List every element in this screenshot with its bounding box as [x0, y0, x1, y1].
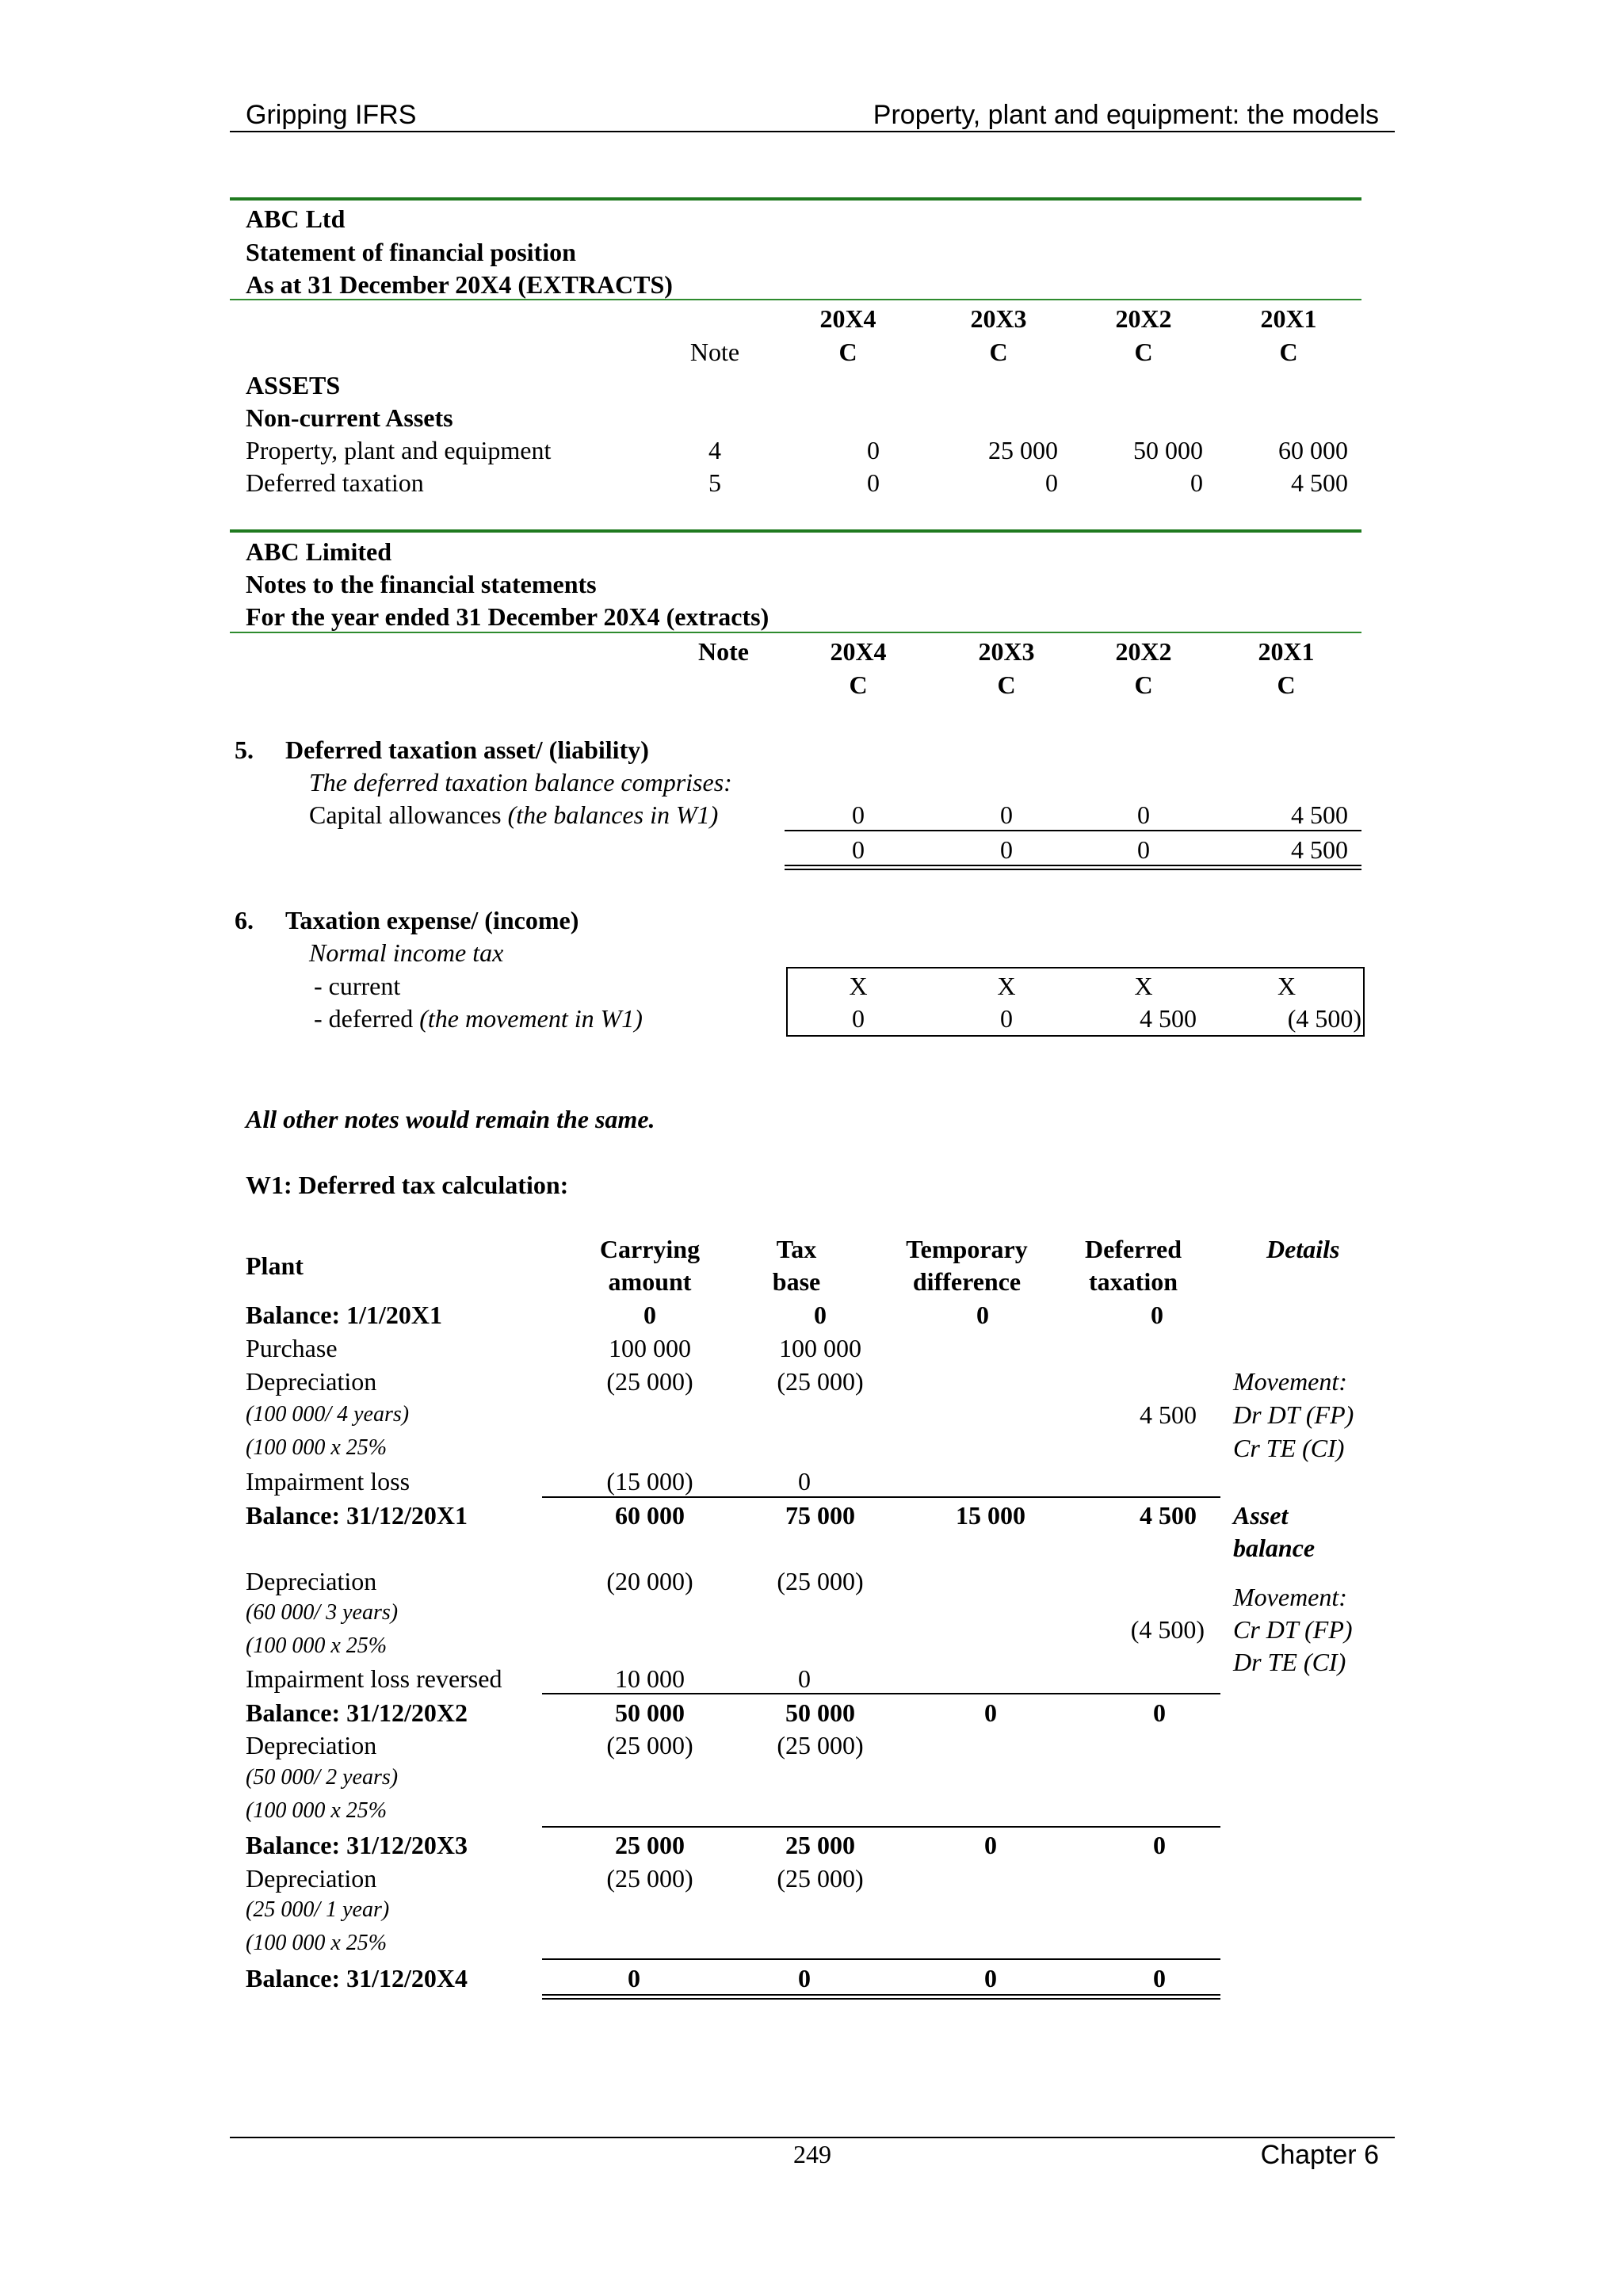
w1-dep4b-label: (100 000 x 25% — [246, 1931, 388, 1955]
w1-bal0-tb: 0 — [814, 1301, 827, 1329]
w1-dep1-label: Depreciation — [246, 1367, 377, 1396]
sofp-top-rule — [230, 197, 1361, 201]
w1-imp-tb: 0 — [798, 1467, 811, 1496]
w1-dep1-ca: (25 000) — [606, 1367, 693, 1396]
sofp-ppe-20x1: 60 000 — [1278, 436, 1348, 464]
w1-dep3-label: Depreciation — [246, 1731, 377, 1759]
w1-rev-label: Impairment loss reversed — [246, 1664, 502, 1693]
w1-final-rule-2 — [542, 1998, 1220, 2000]
w1-header-deferred-2: taxation — [1089, 1267, 1178, 1296]
w1-dep2-label: Depreciation — [246, 1567, 377, 1595]
sofp-ppe-20x3: 25 000 — [988, 436, 1058, 464]
w1-rev-tb: 0 — [798, 1664, 811, 1693]
w1-header-temporary-1: Temporary — [906, 1235, 1028, 1263]
w1-bal3-ca: 25 000 — [615, 1831, 685, 1859]
note6-deferred-label: - deferred (the movement in W1) — [314, 1004, 643, 1033]
w1-title: W1: Deferred tax calculation: — [246, 1171, 569, 1199]
notes-currency-1: C — [849, 670, 868, 699]
w1-imp-ca: (15 000) — [606, 1467, 693, 1496]
note6-current-label: - current — [314, 972, 401, 1000]
note5-total-20x1: 4 500 — [1291, 835, 1348, 864]
w1-bal3-rule — [542, 1826, 1220, 1828]
w1-bal4-ca: 0 — [628, 1964, 640, 1992]
w1-bal4-tb: 0 — [798, 1964, 811, 1992]
sofp-noncurrent-heading: Non-current Assets — [246, 403, 453, 432]
w1-bal4-dt: 0 — [1153, 1964, 1166, 1992]
note5-total-rule-2 — [785, 869, 1361, 870]
w1-bal3-tb: 25 000 — [785, 1831, 855, 1859]
header-left: Gripping IFRS — [246, 100, 417, 130]
w1-dep2a-label: (60 000/ 3 years) — [246, 1600, 399, 1625]
note5-ca-20x4: 0 — [852, 800, 865, 829]
note5-ca-20x3: 0 — [1000, 800, 1013, 829]
note5-total-20x4: 0 — [852, 835, 865, 864]
note5-title: Deferred taxation asset/ (liability) — [285, 735, 649, 764]
sofp-ppe-note: 4 — [708, 436, 721, 464]
w1-header-deferred-1: Deferred — [1085, 1235, 1182, 1263]
w1-dep2b-dt: (4 500) — [1130, 1615, 1205, 1644]
note6-title: Taxation expense/ (income) — [285, 906, 579, 934]
notes-currency-4: C — [1277, 670, 1296, 699]
sofp-dt-20x2: 0 — [1190, 468, 1203, 497]
w1-dep2a-detail: Movement: — [1233, 1583, 1347, 1611]
notes-year-2: 20X3 — [978, 637, 1035, 666]
w1-rev-ca: 10 000 — [615, 1664, 685, 1693]
w1-bal0-label: Balance: 1/1/20X1 — [246, 1301, 442, 1329]
sofp-currency-3: C — [1134, 338, 1153, 366]
note5-total-20x3: 0 — [1000, 835, 1013, 864]
w1-dep2b-detail: Cr DT (FP) — [1233, 1615, 1353, 1644]
w1-header-carrying-1: Carrying — [599, 1235, 701, 1263]
w1-dep1a-dt: 4 500 — [1140, 1400, 1197, 1429]
sofp-dt-20x1: 4 500 — [1291, 468, 1348, 497]
header-rule — [230, 131, 1395, 132]
w1-dep2-ca: (20 000) — [606, 1567, 693, 1595]
w1-bal1-ca: 60 000 — [615, 1501, 685, 1530]
w1-dep1-tb: (25 000) — [777, 1367, 864, 1396]
w1-header-tax-1: Tax — [776, 1235, 817, 1263]
note5-subtotal-rule — [785, 830, 1361, 831]
w1-dep3a-label: (50 000/ 2 years) — [246, 1765, 399, 1790]
notes-title-company: ABC Limited — [246, 537, 391, 566]
sofp-ppe-label: Property, plant and equipment — [246, 436, 552, 464]
w1-bal2-label: Balance: 31/12/20X2 — [246, 1698, 468, 1727]
w1-bal1-label: Balance: 31/12/20X1 — [246, 1501, 468, 1530]
w1-imp-label: Impairment loss — [246, 1467, 411, 1496]
w1-bal1-tb: 75 000 — [785, 1501, 855, 1530]
sofp-title-company: ABC Ltd — [246, 204, 346, 233]
w1-dep3b-label: (100 000 x 25% — [246, 1798, 388, 1823]
sofp-ppe-20x2: 50 000 — [1133, 436, 1203, 464]
header-right: Property, plant and equipment: the models — [873, 100, 1379, 130]
sofp-currency-4: C — [1279, 338, 1298, 366]
note5-capital-allowances: Capital allowances (the balances in W1) — [309, 800, 719, 829]
notes-top-rule — [230, 529, 1361, 533]
sofp-year-4: 20X1 — [1260, 304, 1317, 333]
note6-current-20x2: X — [1134, 972, 1153, 1000]
w1-dep1a-label: (100 000/ 4 years) — [246, 1402, 410, 1427]
note6-deferred-20x1: (4 500) — [1287, 1004, 1361, 1033]
w1-bal0-ca: 0 — [643, 1301, 656, 1329]
note6-deferred-20x3: 0 — [1000, 1004, 1013, 1033]
w1-header-plant: Plant — [246, 1251, 304, 1280]
w1-dep1-detail: Movement: — [1233, 1367, 1347, 1396]
notes-note-header: Note — [698, 637, 749, 666]
w1-bal3-td: 0 — [984, 1831, 997, 1859]
page-number: 249 — [793, 2140, 831, 2168]
note6-number: 6. — [235, 906, 254, 934]
w1-bal2-dt: 0 — [1153, 1698, 1166, 1727]
sofp-dt-20x3: 0 — [1045, 468, 1058, 497]
w1-dep4-ca: (25 000) — [606, 1864, 693, 1893]
sofp-year-3: 20X2 — [1115, 304, 1172, 333]
notes-year-3: 20X2 — [1115, 637, 1172, 666]
w1-purchase-tb: 100 000 — [779, 1334, 861, 1362]
sofp-header-rule — [230, 299, 1361, 300]
footer-chapter: Chapter 6 — [1260, 2140, 1379, 2170]
w1-dep1b-detail: Cr TE (CI) — [1233, 1434, 1345, 1462]
sofp-title-statement: Statement of financial position — [246, 238, 576, 266]
note5-total-20x2: 0 — [1137, 835, 1150, 864]
w1-bal1-detail-1: Asset — [1233, 1501, 1289, 1530]
w1-dep3-tb: (25 000) — [777, 1731, 864, 1759]
w1-bal3-label: Balance: 31/12/20X3 — [246, 1831, 468, 1859]
note6-current-20x4: X — [849, 972, 868, 1000]
note6-subtitle: Normal income tax — [309, 938, 504, 967]
w1-rev-detail: Dr TE (CI) — [1233, 1648, 1346, 1676]
w1-dep4a-label: (25 000/ 1 year) — [246, 1897, 390, 1922]
sofp-ppe-20x4: 0 — [867, 436, 880, 464]
w1-bal4-td: 0 — [984, 1964, 997, 1992]
w1-purchase-ca: 100 000 — [609, 1334, 691, 1362]
w1-dep2b-label: (100 000 x 25% — [246, 1633, 388, 1658]
notes-year-4: 20X1 — [1258, 637, 1315, 666]
sofp-dt-20x4: 0 — [867, 468, 880, 497]
note5-number: 5. — [235, 735, 254, 764]
note6-deferred-20x2: 4 500 — [1140, 1004, 1197, 1033]
w1-dep1a-detail: Dr DT (FP) — [1233, 1400, 1354, 1429]
w1-bal0-td: 0 — [976, 1301, 989, 1329]
w1-bal2-td: 0 — [984, 1698, 997, 1727]
sofp-dt-note: 5 — [708, 468, 721, 497]
w1-bal1-rule — [542, 1496, 1220, 1498]
sofp-year-1: 20X4 — [819, 304, 876, 333]
w1-header-temporary-2: difference — [912, 1267, 1022, 1296]
w1-header-details: Details — [1266, 1235, 1340, 1263]
notes-title-date: For the year ended 31 December 20X4 (extracts) — [246, 602, 769, 631]
sofp-currency-2: C — [989, 338, 1008, 366]
w1-bal0-dt: 0 — [1151, 1301, 1163, 1329]
w1-dep4-label: Depreciation — [246, 1864, 377, 1893]
notes-year-1: 20X4 — [830, 637, 887, 666]
note6-current-20x3: X — [997, 972, 1016, 1000]
notes-header-rule — [230, 632, 1361, 633]
w1-bal4-rule — [542, 1958, 1220, 1960]
note5-ca-20x1: 4 500 — [1291, 800, 1348, 829]
w1-bal1-td: 15 000 — [956, 1501, 1025, 1530]
w1-dep1b-label: (100 000 x 25% — [246, 1435, 388, 1460]
footer-rule — [230, 2137, 1395, 2138]
w1-bal2-tb: 50 000 — [785, 1698, 855, 1727]
note6-deferred-20x4: 0 — [852, 1004, 865, 1033]
note5-total-rule-1 — [785, 865, 1361, 866]
w1-bal2-ca: 50 000 — [615, 1698, 685, 1727]
w1-bal1-dt: 4 500 — [1140, 1501, 1197, 1530]
sofp-currency-1: C — [838, 338, 857, 366]
w1-dep3-ca: (25 000) — [606, 1731, 693, 1759]
note5-subtitle: The deferred taxation balance comprises: — [309, 768, 732, 797]
other-notes-remark: All other notes would remain the same. — [246, 1105, 655, 1133]
note5-ca-20x2: 0 — [1137, 800, 1150, 829]
sofp-note-header: Note — [689, 338, 740, 366]
sofp-year-2: 20X3 — [970, 304, 1027, 333]
notes-currency-3: C — [1134, 670, 1153, 699]
w1-bal2-rule — [542, 1693, 1220, 1694]
notes-title-notes: Notes to the financial statements — [246, 570, 597, 598]
w1-final-rule-1 — [542, 1994, 1220, 1996]
sofp-dt-label: Deferred taxation — [246, 468, 424, 497]
w1-bal3-dt: 0 — [1153, 1831, 1166, 1859]
w1-bal1-detail-2: balance — [1233, 1534, 1316, 1562]
w1-header-tax-2: base — [772, 1267, 821, 1296]
w1-header-carrying-2: amount — [608, 1267, 692, 1296]
w1-bal4-label: Balance: 31/12/20X4 — [246, 1964, 468, 1992]
notes-currency-2: C — [997, 670, 1016, 699]
w1-dep2-tb: (25 000) — [777, 1567, 864, 1595]
w1-purchase-label: Purchase — [246, 1334, 338, 1362]
w1-dep4-tb: (25 000) — [777, 1864, 864, 1893]
sofp-title-date: As at 31 December 20X4 (EXTRACTS) — [246, 270, 673, 299]
sofp-assets-heading: ASSETS — [246, 371, 341, 399]
note6-current-20x1: X — [1277, 972, 1296, 1000]
